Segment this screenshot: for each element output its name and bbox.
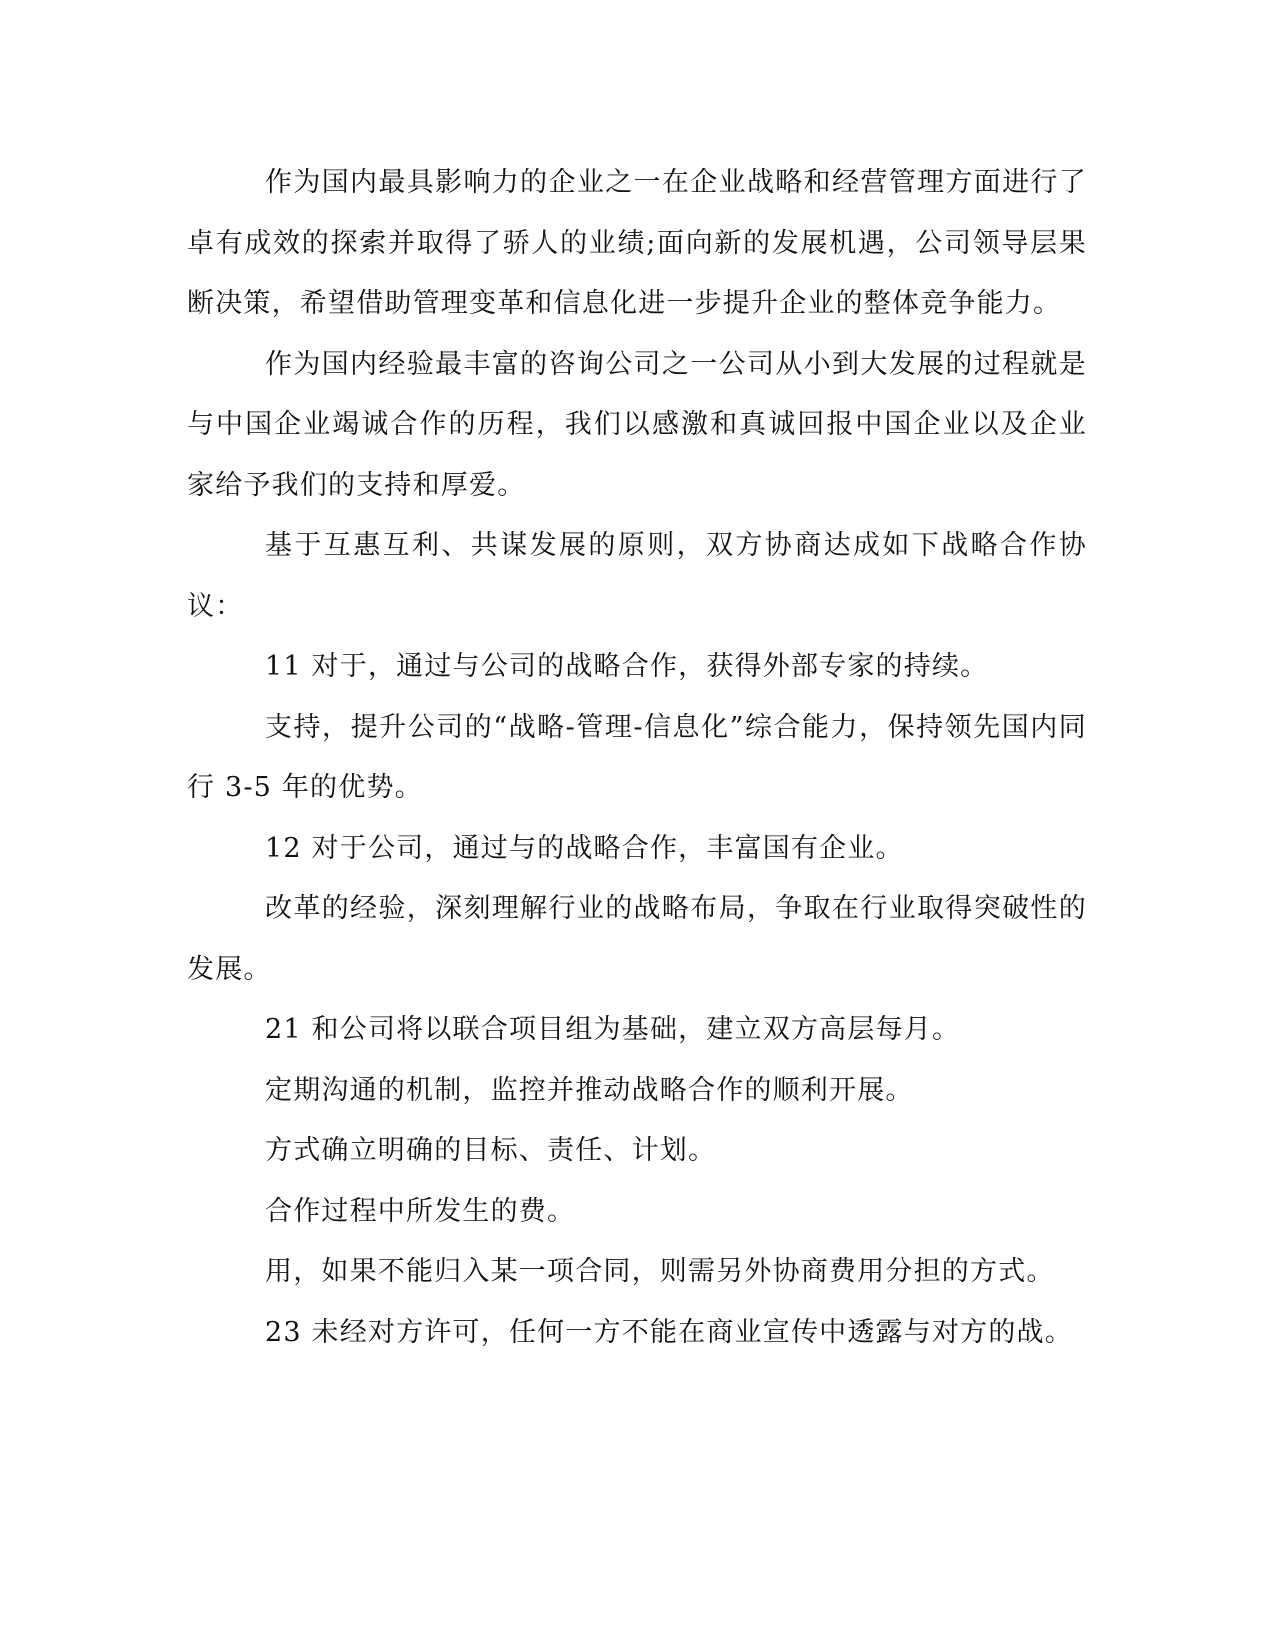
paragraph-clause-2-1: 21 和公司将以联合项目组为基础，建立双方高层每月。 bbox=[265, 1014, 961, 1045]
document-body bbox=[187, 153, 1087, 1363]
paragraph-clause-2-3: 23 未经对方许可，任何一方不能在商业宣传中透露与对方的战。 bbox=[265, 1316, 1073, 1348]
paragraph-clause-2-2-cost: 合作过程中所发生的费。 bbox=[265, 1195, 576, 1227]
paragraph-intro-consulting: 作为国内经验最丰富的咨询公司之一公司从小到大发展的过程就是与中国企业竭诚合作的历程，我们以感激和真诚回报中国企业以及企业家给予我们的支持和厚爱。 bbox=[187, 348, 1087, 501]
paragraph-agreement-basis: 基于互惠互利、共谋发展的原则，双方协商达成如下战略合作协议： bbox=[187, 530, 1087, 622]
paragraph-clause-1-1: 11 对于，通过与公司的战略合作，获得外部专家的持续。 bbox=[265, 651, 989, 682]
paragraph-clause-2-2: 方式确立明确的目标、责任、计划。 bbox=[265, 1135, 717, 1166]
paragraph-clause-2-2-cost-cont: 用，如果不能归入某一项合同，则需另外协商费用分担的方式。 bbox=[265, 1256, 1055, 1287]
paragraph-clause-1-1-cont: 支持，提升公司的“战略-管理-信息化”综合能力，保持领先国内同行 3-5 年的优势。 bbox=[187, 711, 1087, 803]
paragraph-clause-1-2: 12 对于公司，通过与的战略合作，丰富国有企业。 bbox=[265, 832, 904, 864]
paragraph-clause-1-2-cont: 改革的经验，深刻理解行业的战略布局，争取在行业取得突破性的发展。 bbox=[187, 893, 1087, 985]
paragraph-clause-2-1-cont: 定期沟通的机制，监控并推动战略合作的顺利开展。 bbox=[265, 1074, 914, 1106]
paragraph-intro-company: 作为国内最具影响力的企业之一在企业战略和经营管理方面进行了卓有成效的探索并取得了骄人的业绩;面向新的发展机遇，公司领导层果断决策，希望借助管理变革和信息化进一步提升企业的整体竞争能力。 bbox=[187, 167, 1087, 319]
